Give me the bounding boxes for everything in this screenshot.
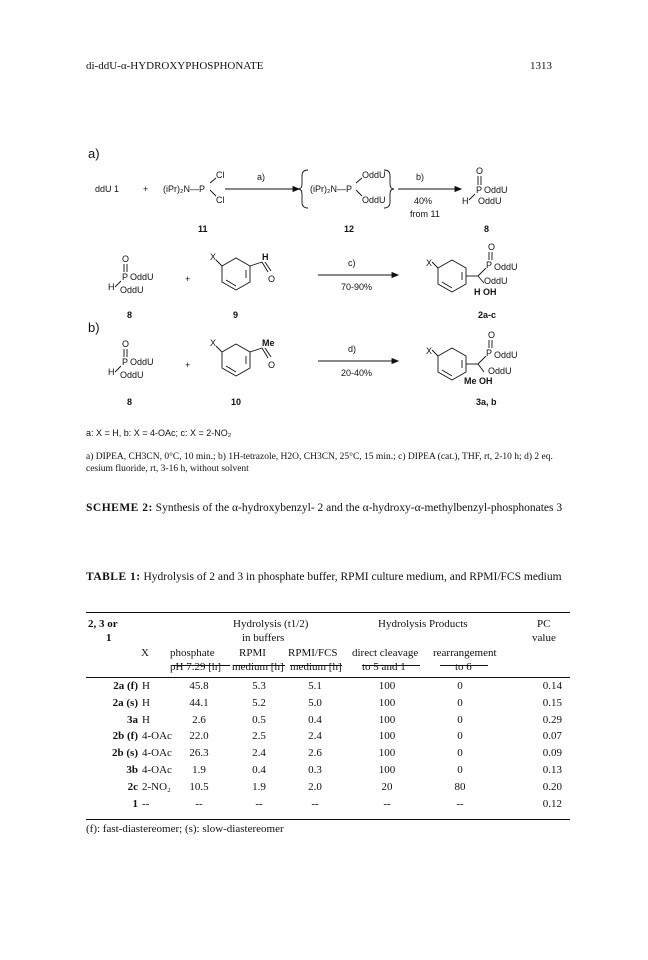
- product-3-oxygen: O: [488, 330, 496, 340]
- cell-ph: 22.0: [189, 730, 209, 743]
- table-note: (f): fast-diastereomer; (s): slow-diastereomer: [86, 823, 284, 835]
- reagent-11-cl-bottom: Cl: [216, 195, 225, 205]
- row3-plus-sign: +: [185, 360, 191, 370]
- cell-x: H: [142, 696, 150, 709]
- step-d-yield: 20-40%: [341, 368, 373, 378]
- th-to-5-and-1: to 5 and 1: [362, 661, 406, 673]
- cell-pc: 0.29: [542, 713, 562, 726]
- table-row: [86, 730, 570, 744]
- cell-dc: 100: [378, 680, 396, 692]
- table-caption-text: Hydrolysis of 2 and 3 in phosphate buffer, RPMI culture medium, and RPMI/FCS medium: [143, 571, 562, 583]
- product-8-oddu-1: OddU: [484, 185, 508, 195]
- row3-8-oddu-1: OddU: [130, 357, 154, 367]
- row2-8-oddu-2: OddU: [120, 285, 144, 295]
- cell-cmp: 2a (s): [112, 696, 138, 709]
- ketone-10-me: Me: [262, 338, 275, 348]
- th-rearrangement: rearrangement: [433, 647, 497, 659]
- ketone-10-o: O: [268, 360, 276, 370]
- scheme-footnote: a) DIPEA, CH3CN, 0°C, 10 min.; b) 1H-tetrazole, H2O, CH3CN, 25°C, 15 min.; c) DIPEA (cat.), THF, rt, 2-10 h; d) 2 eq. cesium fluoride, rt, 3-16 h, without solvent: [86, 452, 553, 474]
- cell-ph: 10.5: [189, 780, 209, 793]
- table-caption: [86, 568, 586, 586]
- cell-re: 0: [457, 764, 463, 776]
- intermediate-12-formula: (iPr)₂N—P: [310, 184, 352, 194]
- cell-cmp: 2b (f): [112, 730, 138, 743]
- row3-8-oxygen: O: [122, 339, 130, 349]
- table-row: [86, 714, 570, 728]
- product-2-oddu-2: OddU: [484, 276, 508, 286]
- th-rpmi: RPMI: [239, 647, 266, 659]
- product-2-oddu-1: OddU: [494, 262, 518, 272]
- compound-12-number: 12: [344, 224, 355, 234]
- row2-8-oddu-1: OddU: [130, 272, 154, 282]
- th-ph: pH 7.29 [h]: [170, 661, 222, 673]
- product-3-phosphorus: P: [486, 348, 493, 358]
- th-pc: PC: [537, 618, 551, 630]
- cell-re: 0: [457, 713, 463, 726]
- th-rpmi-fcs: RPMI/FCS: [288, 647, 338, 659]
- th-hydrolysis: Hydrolysis (t1/2): [233, 618, 309, 630]
- scheme-part-b-label: b): [88, 320, 100, 335]
- table-row: [86, 764, 570, 778]
- compound-10-number: 10: [231, 397, 242, 407]
- product-3-x: X: [426, 346, 433, 356]
- cell-rpmi: 1.9: [252, 780, 266, 793]
- cell-ph: --: [195, 797, 203, 810]
- cell-re: --: [456, 797, 464, 810]
- cell-fcs: 5.0: [308, 696, 322, 709]
- ddU-1-label: ddU 1: [95, 184, 120, 194]
- step-b-yield: 40%: [414, 196, 433, 206]
- cell-pc: 0.07: [542, 730, 562, 743]
- cell-fcs: 0.3: [308, 764, 322, 776]
- cell-fcs: 2.0: [308, 780, 322, 793]
- cell-fcs: 5.1: [308, 680, 322, 692]
- row3-8-oddu-2: OddU: [120, 370, 144, 380]
- row2-plus-sign: +: [185, 274, 191, 284]
- th-x: X: [141, 647, 149, 659]
- cell-ph: 26.3: [189, 747, 209, 760]
- intermediate-12-oddu-bottom: OddU: [362, 195, 386, 205]
- compound-9-number: 9: [233, 310, 239, 320]
- running-header-title: di-ddU-α-HYDROXYPHOSPHONATE: [86, 60, 264, 72]
- plus-sign: +: [143, 184, 149, 194]
- row2-8-hydrogen: H: [108, 282, 115, 292]
- cell-cmp: 1: [132, 797, 138, 810]
- cell-fcs: 2.6: [308, 747, 322, 760]
- cell-rpmi: 5.2: [252, 696, 266, 709]
- row2-compound-8-number: 8: [127, 310, 133, 320]
- cell-dc: 100: [378, 696, 396, 709]
- step-a-label: a): [257, 172, 266, 182]
- ketone-10-x: X: [210, 338, 217, 348]
- scheme-caption: [86, 498, 586, 518]
- cell-re: 0: [457, 730, 463, 743]
- product-3-oddu-1: OddU: [494, 350, 518, 360]
- cell-pc: 0.14: [542, 680, 562, 692]
- cell-rpmi: 2.4: [252, 747, 266, 760]
- table-top-rule: [86, 612, 570, 613]
- cell-dc: 100: [378, 764, 396, 776]
- cell-rpmi: 0.4: [252, 764, 266, 776]
- th-compound-2: 1: [106, 632, 112, 644]
- aldehyde-9-x: X: [210, 252, 217, 262]
- th-rpmi-medium: medium [h]: [232, 661, 284, 673]
- underline-rearr: [440, 665, 488, 666]
- cell-dc: 100: [378, 713, 396, 726]
- product-2-phosphorus: P: [486, 260, 493, 270]
- step-c-label: c): [348, 258, 356, 268]
- th-fcs-medium: medium [h]: [290, 661, 342, 673]
- th-pc-value: value: [532, 632, 556, 644]
- cell-re: 0: [457, 696, 463, 709]
- cell-rpmi: --: [255, 797, 263, 810]
- cell-fcs: 2.4: [308, 730, 322, 743]
- row3-compound-8-number: 8: [127, 397, 133, 407]
- scheme-caption-label: SCHEME 2:: [86, 502, 153, 514]
- reaction-scheme: [0, 0, 648, 430]
- compound-3ab-number: 3a, b: [476, 397, 497, 407]
- cell-pc: 0.12: [542, 797, 562, 810]
- th-in-buffers: in buffers: [242, 632, 285, 644]
- cell-re: 80: [454, 780, 466, 793]
- cell-cmp: 2b (s): [112, 747, 138, 760]
- step-b-from-11: from 11: [410, 209, 440, 219]
- row2-8-phosphorus: P: [122, 272, 129, 282]
- th-phosphate: phosphate: [170, 647, 215, 659]
- reagent-11-formula: (iPr)₂N—P: [163, 184, 205, 194]
- product-3-me-oh: Me OH: [464, 376, 493, 386]
- compound-2ac-number: 2a-c: [478, 310, 497, 320]
- row3-8-phosphorus: P: [122, 357, 129, 367]
- cell-pc: 0.15: [542, 696, 562, 709]
- cell-x: --: [142, 797, 150, 810]
- cell-ph: 44.1: [189, 696, 209, 709]
- underline-direct: [362, 665, 420, 666]
- cell-ph: 2.6: [192, 713, 206, 726]
- product-8-oddu-2: OddU: [478, 196, 502, 206]
- product-2-h-oh: H OH: [474, 287, 497, 297]
- th-hydrolysis-products: Hydrolysis Products: [378, 618, 468, 630]
- cell-dc: --: [383, 797, 391, 810]
- table-row: [86, 798, 570, 812]
- cell-rpmi: 5.3: [252, 680, 266, 692]
- cell-cmp: 2a (f): [113, 680, 138, 692]
- product-2-oxygen: O: [488, 242, 496, 252]
- step-c-yield: 70-90%: [341, 282, 373, 292]
- table-row: [86, 747, 570, 761]
- scheme-part-a-label: a): [88, 146, 100, 161]
- cell-rpmi: 2.5: [252, 730, 266, 743]
- table-caption-label: TABLE 1:: [86, 571, 141, 583]
- cell-cmp: 2c: [127, 780, 138, 793]
- step-d-label: d): [348, 344, 357, 354]
- product-2-x: X: [426, 258, 433, 268]
- row2-8-oxygen: O: [122, 254, 130, 264]
- th-direct-cleavage: direct cleavage: [352, 647, 419, 659]
- substituent-legend: a: X = H, b: X = 4-OAc; c: X = 2-NO₂: [86, 428, 232, 438]
- cell-cmp: 3a: [127, 713, 138, 726]
- cell-x: H: [142, 713, 150, 726]
- cell-pc: 0.20: [542, 780, 562, 793]
- table-row: [86, 680, 570, 694]
- cell-ph: 1.9: [192, 764, 206, 776]
- cell-re: 0: [457, 680, 463, 692]
- aldehyde-9-h: H: [262, 252, 269, 262]
- reagent-11-cl-top: Cl: [216, 170, 225, 180]
- cell-x: 4-OAc: [142, 730, 172, 743]
- table-header-rule: [86, 677, 570, 678]
- scheme-caption-text: Synthesis of the α-hydroxybenzyl- 2 and the α-hydroxy-α-methylbenzyl-phosphonates 3: [155, 502, 563, 514]
- cell-ph: 45.8: [189, 680, 209, 692]
- cell-cmp: 3b: [126, 764, 138, 776]
- cell-pc: 0.13: [542, 764, 562, 776]
- underline-fcs: [290, 665, 342, 666]
- cell-dc: 100: [378, 747, 396, 760]
- row3-8-hydrogen: H: [108, 367, 115, 377]
- intermediate-12-oddu-top: OddU: [362, 170, 386, 180]
- cell-x: 4-OAc: [142, 747, 172, 760]
- underline-ph: [172, 665, 230, 666]
- compound-11-number: 11: [198, 224, 208, 234]
- cell-re: 0: [457, 747, 463, 760]
- table-bottom-rule: [86, 819, 570, 820]
- cell-fcs: 0.4: [308, 713, 322, 726]
- th-to-6: to 6: [455, 661, 472, 673]
- cell-x: 2-NO₂: [142, 780, 171, 793]
- product-3-oddu-2: OddU: [488, 366, 512, 376]
- product-8-hydrogen: H: [462, 196, 469, 206]
- cell-dc: 100: [378, 730, 396, 743]
- step-b-label: b): [416, 172, 425, 182]
- cell-x: 4-OAc: [142, 764, 172, 776]
- underline-rpmi: [233, 665, 285, 666]
- cell-rpmi: 0.5: [252, 713, 266, 726]
- table-row: [86, 697, 570, 711]
- compound-8-number: 8: [484, 224, 490, 234]
- product-8-phosphorus: P: [476, 185, 483, 195]
- product-8-oxygen: O: [476, 166, 484, 176]
- cell-fcs: --: [311, 797, 319, 810]
- aldehyde-9-o: O: [268, 274, 276, 284]
- cell-dc: 20: [381, 780, 393, 793]
- th-compound-1: 2, 3 or: [88, 618, 118, 630]
- cell-x: H: [142, 680, 150, 692]
- page-number: 1313: [530, 60, 552, 72]
- table-row: [86, 781, 570, 795]
- cell-pc: 0.09: [542, 747, 562, 760]
